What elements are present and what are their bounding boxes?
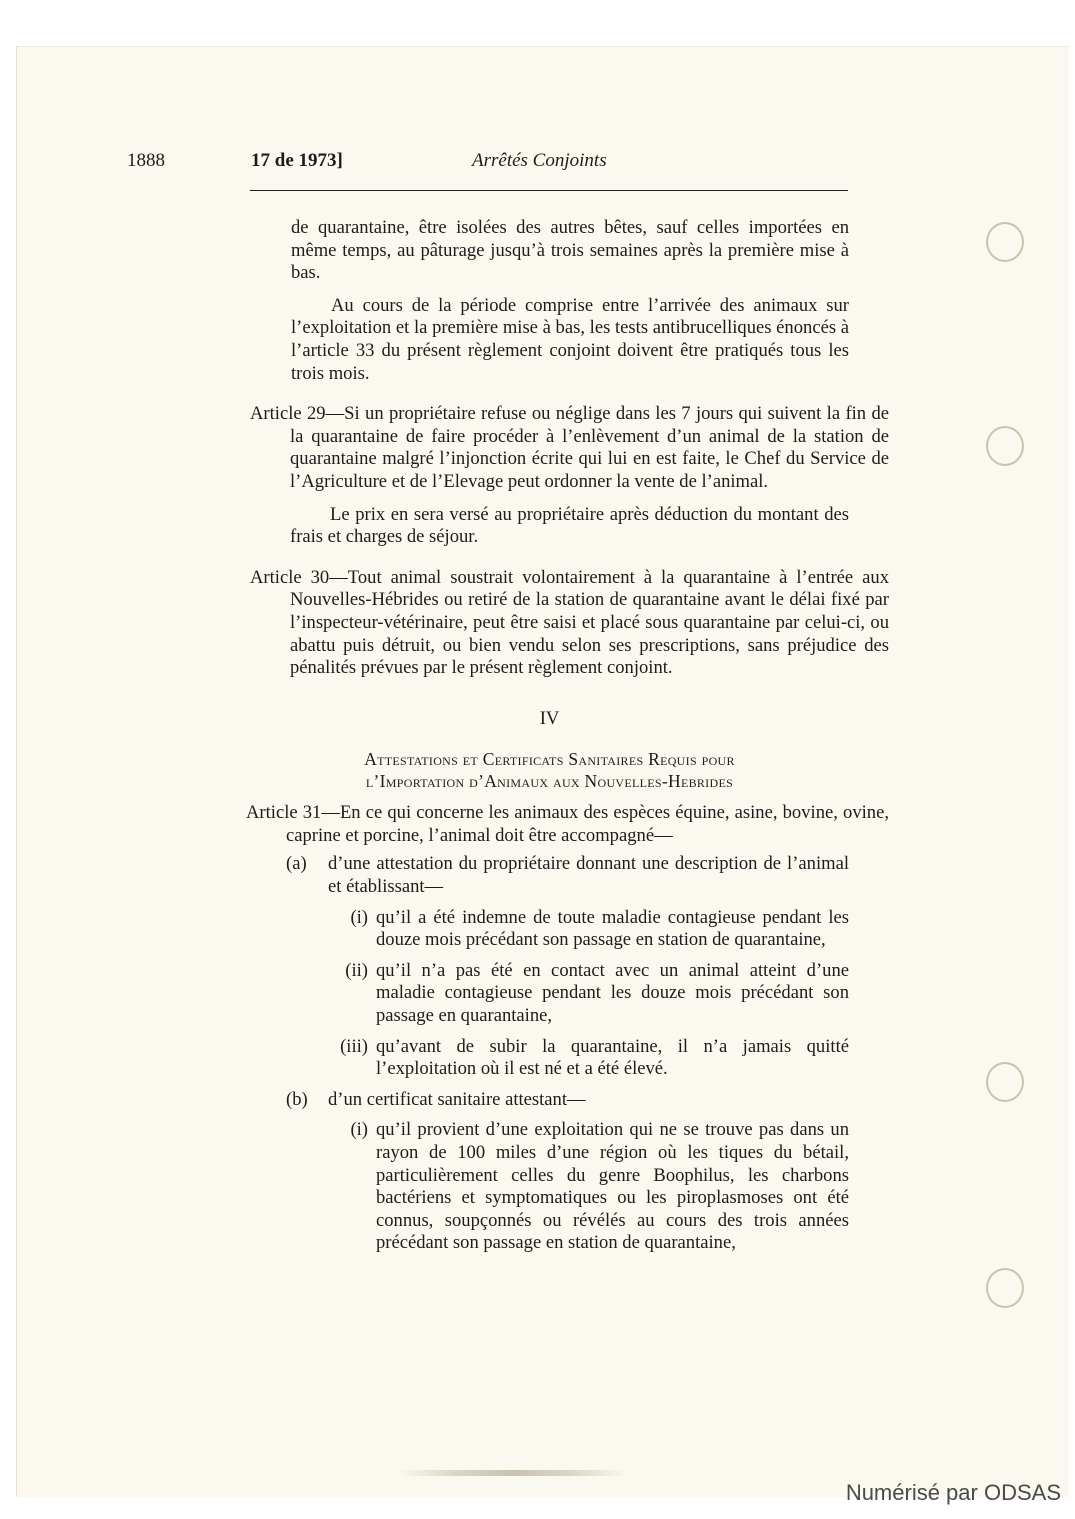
item-label: (b) <box>286 1088 308 1110</box>
article-31: Article 31—En ce qui concerne les animaux des espèces équine, asine, bovine, ovine, caprine et porcine, l’animal doit être accompagné— <box>246 802 889 846</box>
section-title-line-1: Attestations et Certificats Sanitaires Requis pour <box>364 749 735 770</box>
list-item-b <box>286 1089 849 1112</box>
item-text: qu’avant de subir la quarantaine, il n’a jamais quitté l’exploitation où il est né et a été élevé. <box>376 1035 849 1080</box>
item-text: d’un certificat sanitaire attestant— <box>328 1088 586 1110</box>
article-29: Article 29—Si un propriétaire refuse ou néglige dans les 7 jours qui suivent la fin de la quarantaine de faire procéder à l’enlèvement d’un animal de la station de quarantaine malgré l’injonction écrite qui lui en est faite, le Chef du Service de l’Agriculture et de l’Elevage peut ordonner la vente de l’animal. <box>250 403 889 492</box>
article-30: Article 30—Tout animal soustrait volontairement à la quarantaine à l’entrée aux Nouvelles-Hébrides ou retiré de la station de quarantaine avant le délai fixé par l’inspecteur-vétérinaire, peut être saisi et placé sous quarantaine par celui-ci, ou abattu puis détruit, ou bien vendu selon ses prescriptions, sans préjudice des pénalités prévues par le présent règlement conjoint. <box>250 566 889 679</box>
header-year: 17 de 1973] <box>251 150 343 171</box>
section-title <box>250 748 849 792</box>
list-item-a-ii <box>326 960 849 1028</box>
digitization-stamp: Numérisé par ODSAS <box>845 1480 1061 1505</box>
item-text: qu’il provient d’une exploitation qui ne se trouve pas dans un rayon de 100 miles d’une région où les tiques du bétail, particulièrement celles du genre Boophilus, les charbons bactériens et symptomatiques ou les piroplasmoses ont été connus, soupçonnés ou révélés au cours des trois années précédant son passage en station de quarantaine, <box>376 1119 849 1254</box>
item-label: (i) <box>350 1119 368 1141</box>
paragraph: Au cours de la période comprise entre l’arrivée des animaux sur l’exploitation et la première mise à bas, les tests antibrucelliques énoncés à l’article 33 du présent règlement conjoint doivent être pratiqués tous les trois mois. <box>291 294 849 384</box>
item-label: (i) <box>350 906 368 928</box>
section-number: IV <box>539 707 560 729</box>
item-text: qu’il a été indemne de toute maladie contagieuse pendant les douze mois précédant son passage en station de quarantaine, <box>376 906 849 951</box>
article-29-continuation: Le prix en sera versé au propriétaire après déduction du montant des frais et charges de séjour. <box>290 503 849 548</box>
header-rule <box>250 190 848 191</box>
list-item-b-i <box>326 1119 849 1255</box>
punch-hole <box>986 1268 1024 1308</box>
document-body <box>0 217 1075 1255</box>
scan-smudge <box>398 1470 628 1476</box>
section-title-line-2: l’Importation d’Animaux aux Nouvelles-Hebrides <box>365 771 734 792</box>
page-number: 1888 <box>127 150 165 171</box>
paragraph: de quarantaine, être isolées des autres bêtes, sauf celles importées en même temps, au pâturage jusqu’à trois semaines après la première mise à bas. <box>291 217 849 284</box>
header-title: Arrêtés Conjoints <box>472 150 607 171</box>
item-text: d’une attestation du propriétaire donnant une description de l’animal et établissant— <box>328 853 849 898</box>
item-label: (ii) <box>345 959 368 981</box>
list-item-a <box>286 853 849 898</box>
item-label: (iii) <box>340 1035 368 1057</box>
list-item-a-i <box>326 907 849 952</box>
item-label: (a) <box>286 853 307 875</box>
list-item-a-iii <box>326 1036 849 1081</box>
item-text: qu’il n’a pas été en contact avec un animal atteint d’une maladie contagieuse pendant les douze mois précédant son passage en quarantaine, <box>376 959 849 1027</box>
